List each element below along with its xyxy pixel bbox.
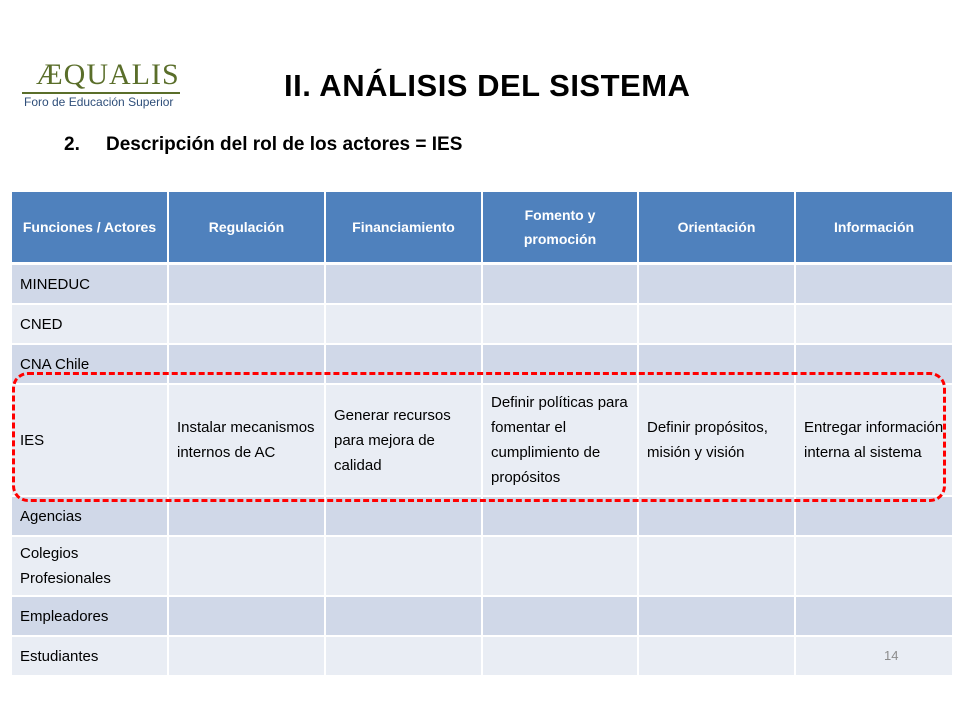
table-cell (482, 636, 638, 676)
logo-subtitle: Foro de Educación Superior (24, 95, 174, 109)
table-cell (325, 596, 482, 636)
table-cell (482, 596, 638, 636)
table-cell (168, 344, 325, 384)
table-cell (638, 264, 795, 305)
table-cell (795, 496, 952, 536)
table-cell (795, 344, 952, 384)
page-title: II. ANÁLISIS DEL SISTEMA (284, 68, 691, 103)
table-cell: Instalar mecanismos internos de AC (168, 384, 325, 496)
header-informacion: Información (795, 192, 952, 264)
table-cell (795, 596, 952, 636)
table-cell (482, 496, 638, 536)
actor-cell: CNA Chile (12, 344, 168, 384)
table-cell (638, 596, 795, 636)
header-funciones-actores: Funciones / Actores (12, 192, 168, 264)
table-cell: Generar recursos para mejora de calidad (325, 384, 482, 496)
table-row (12, 344, 952, 384)
table-cell (795, 264, 952, 305)
actor-cell: MINEDUC (12, 264, 168, 305)
table-cell (325, 496, 482, 536)
table-cell (168, 304, 325, 344)
table-cell (638, 496, 795, 536)
table-row (12, 304, 952, 344)
table-cell (168, 636, 325, 676)
table-cell (795, 304, 952, 344)
header-regulacion: Regulación (168, 192, 325, 264)
table-cell (482, 536, 638, 596)
table-cell (638, 344, 795, 384)
table-cell (638, 536, 795, 596)
section-subtitle (64, 134, 462, 156)
header-fomento-promocion: Fomento y promoción (482, 192, 638, 264)
table-cell (325, 636, 482, 676)
roles-table (12, 192, 952, 677)
header-orientacion: Orientación (638, 192, 795, 264)
table-cell (482, 264, 638, 305)
section-heading: Descripción del rol de los actores = IES (106, 134, 463, 155)
table-row (12, 264, 952, 305)
table-cell: Definir propósitos, misión y visión (638, 384, 795, 496)
actor-cell: Estudiantes (12, 636, 168, 676)
actor-cell: Agencias (12, 496, 168, 536)
table-row (12, 596, 952, 636)
table-cell (168, 496, 325, 536)
table-cell (795, 636, 952, 676)
aequalis-logo (22, 58, 182, 108)
table-cell (638, 304, 795, 344)
table-row-ies (12, 384, 952, 496)
table-cell: Definir políticas para fomentar el cumplimiento de propósitos (482, 384, 638, 496)
table-cell (795, 536, 952, 596)
table-row (12, 536, 952, 596)
table-cell (482, 344, 638, 384)
table-row (12, 636, 952, 676)
table-cell: Entregar información interna al sistema (795, 384, 952, 496)
table-row (12, 496, 952, 536)
actor-cell: CNED (12, 304, 168, 344)
table-cell (168, 264, 325, 305)
actor-cell: Empleadores (12, 596, 168, 636)
table-header-row (12, 192, 952, 264)
table-cell (482, 304, 638, 344)
table-cell (168, 596, 325, 636)
table-cell (325, 304, 482, 344)
table-cell (325, 264, 482, 305)
actor-cell: IES (12, 384, 168, 496)
table-cell (325, 536, 482, 596)
table-cell (168, 536, 325, 596)
header-financiamiento: Financiamiento (325, 192, 482, 264)
logo-divider (22, 92, 180, 94)
page-number: 14 (884, 648, 899, 663)
logo-wordmark: ÆQUALIS (36, 58, 180, 91)
actor-cell: Colegios Profesionales (12, 536, 168, 596)
table-cell (638, 636, 795, 676)
section-number: 2. (64, 134, 80, 155)
table-cell (325, 344, 482, 384)
